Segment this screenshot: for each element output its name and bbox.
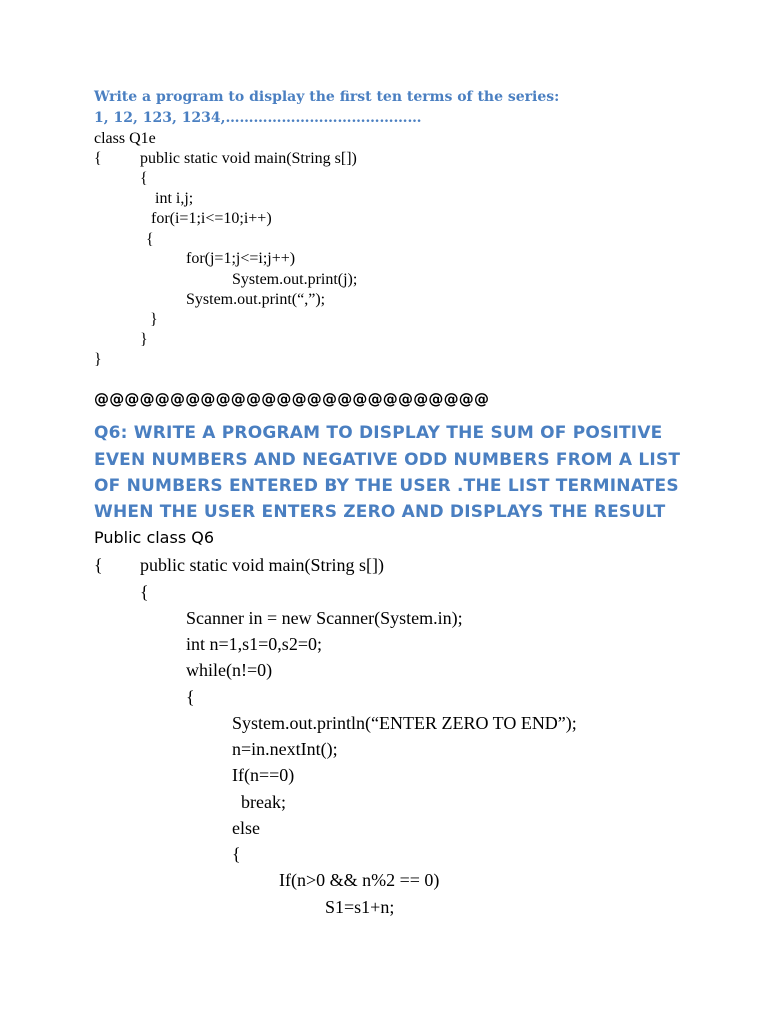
q6-class-line: Public class Q6 [94, 528, 215, 547]
q1-code-line: public static void main(String s[]) [140, 150, 357, 167]
q6-heading-line-2: EVEN NUMBERS AND NEGATIVE ODD NUMBERS FROM A LIST [94, 450, 681, 470]
q6-code-line: else [232, 818, 260, 838]
q1-code-line: { [146, 231, 154, 248]
separator-line: @@@@@@@@@@@@@@@@@@@@@@@@@@ [94, 390, 490, 408]
q1-code-line: System.out.print(j); [232, 271, 358, 288]
q1-code-line: int i,j; [155, 190, 194, 207]
q1-code-line: class Q1e [94, 130, 156, 147]
q6-heading-line-1: Q6: WRITE A PROGRAM TO DISPLAY THE SUM OF POSITIVE [94, 423, 663, 443]
q6-code-line: System.out.println(“ENTER ZERO TO END”); [232, 713, 577, 733]
q6-code-line: If(n==0) [232, 765, 295, 785]
q6-heading-line-3: OF NUMBERS ENTERED BY THE USER .THE LIST TERMINATES [94, 476, 679, 496]
q6-heading-line-4: WHEN THE USER ENTERS ZERO AND DISPLAYS THE RESULT [94, 502, 666, 522]
q6-code-line: S1=s1+n; [325, 897, 395, 917]
q6-code-line: { [140, 582, 149, 602]
q6-code-line: n=in.nextInt(); [232, 739, 338, 759]
q6-code-line: while(n!=0) [186, 660, 273, 680]
q1-heading-line-2: 1, 12, 123, 1234,…………………………………… [94, 110, 422, 126]
q6-code-line: int n=1,s1=0,s2=0; [186, 634, 322, 654]
q1-code-line: } [94, 351, 102, 368]
q6-code-line: If(n>0 && n%2 == 0) [279, 870, 440, 890]
q1-code-line: } [140, 331, 148, 348]
q6-code-line: { [232, 844, 241, 864]
q1-code-line: { [94, 150, 102, 167]
q1-code-line: { [140, 170, 148, 187]
q1-code-line: for(i=1;i<=10;i++) [151, 210, 272, 227]
q6-code-line: public static void main(String s[]) [140, 555, 384, 575]
q6-code-line: { [94, 555, 103, 575]
q1-code-line: } [150, 311, 158, 328]
q6-code-line: { [186, 687, 195, 707]
q6-code-line: Scanner in = new Scanner(System.in); [186, 608, 463, 628]
q1-code-line: System.out.print(“,”); [186, 291, 326, 308]
q1-code-line: for(j=1;j<=i;j++) [186, 250, 296, 267]
q1-heading-line-1: Write a program to display the first ten terms of the series: [94, 89, 560, 105]
q6-code-line: break; [241, 792, 286, 812]
